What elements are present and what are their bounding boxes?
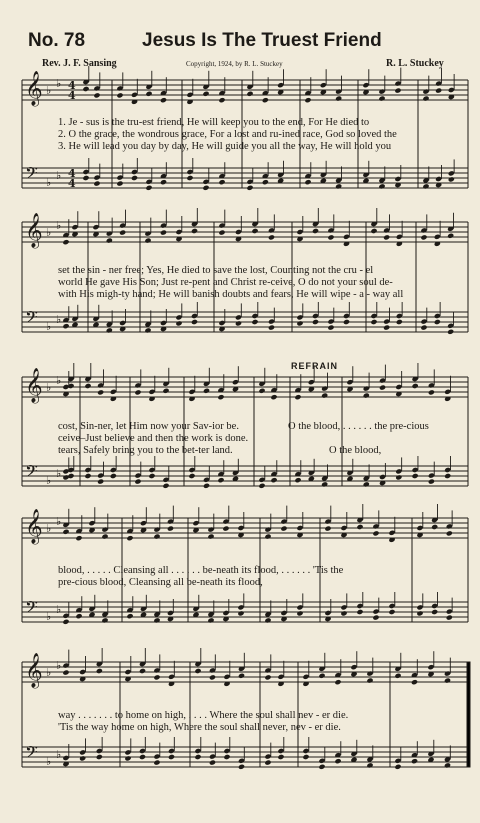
svg-text:♭: ♭ (56, 748, 62, 761)
svg-text:♭: ♭ (56, 659, 62, 672)
system3-verse1: cost, Sin-ner, let Him now your Sav-ior be. (58, 421, 239, 432)
svg-text:♭: ♭ (46, 755, 52, 768)
svg-text:♭: ♭ (46, 226, 52, 239)
svg-text:♭: ♭ (56, 374, 62, 387)
system4-lyric-bottom: pre-cious blood, Cleansing all be-neath its flood, (58, 577, 263, 588)
svg-text:♭: ♭ (46, 381, 52, 394)
svg-text:♭: ♭ (46, 610, 52, 623)
svg-text:𝄞: 𝄞 (25, 71, 43, 106)
svg-text:♭: ♭ (56, 467, 62, 480)
svg-text:4: 4 (68, 177, 76, 190)
hymn-number: No. 78 (28, 30, 86, 51)
svg-text:♭: ♭ (46, 84, 52, 97)
system4-lyric-top: blood, . . . . . Cleansing all . . . . . . be-neath its flood, . . . . . . 'Tis the (58, 565, 344, 576)
svg-text:𝄢: 𝄢 (25, 307, 38, 331)
music-credit: R. L. Stuckey (386, 58, 444, 69)
svg-text:4: 4 (68, 167, 76, 180)
svg-text:4: 4 (68, 79, 76, 92)
system3-verse3: tears, Safely bring you to the bet-ter land. (58, 445, 233, 456)
refrain-label: REFRAIN (291, 361, 338, 371)
svg-text:𝄢: 𝄢 (25, 461, 38, 485)
system3-verse2: ceive–Just believe and then the work is done. (58, 433, 249, 444)
copyright-notice: Copyright, 1924, by R. L. Stuckey (186, 60, 283, 68)
svg-text:4: 4 (68, 89, 76, 102)
system2-verse2: world He gave His Son; Just re-pent and Christ re-ceive, O do not your soul de- (58, 277, 393, 288)
svg-text:♭: ♭ (56, 169, 62, 182)
hymn-title: Jesus Is The Truest Friend (142, 30, 382, 51)
svg-text:♭: ♭ (46, 666, 52, 679)
svg-text:♭: ♭ (56, 219, 62, 232)
svg-text:𝄞: 𝄞 (25, 368, 43, 403)
system5-lyric-bottom: 'Tis the way home on high, Where the soul shall never, nev - er die. (58, 722, 341, 733)
system1-verse2: 2. O the grace, the wondrous grace, For a lost and ru-ined race, God so loved the (58, 129, 397, 140)
svg-text:♭: ♭ (56, 603, 62, 616)
refrain-lyric-bottom: O the blood, (329, 445, 382, 456)
svg-text:♭: ♭ (46, 522, 52, 535)
svg-text:♭: ♭ (46, 320, 52, 333)
svg-text:♭: ♭ (56, 77, 62, 90)
svg-text:𝄢: 𝄢 (25, 742, 38, 766)
clefs (25, 71, 76, 768)
system2-verse1: set the sin - ner free; Yes, He died to save the lost, Counting not the cru - el (58, 265, 374, 276)
refrain-lyric-top: O the blood, . . . . . . the pre-cious (288, 421, 429, 432)
svg-text:♭: ♭ (46, 176, 52, 189)
svg-text:𝄞: 𝄞 (25, 653, 43, 688)
system1-verse3: 3. He will lead you day by day, He will guide you all the way, He will hold you (58, 141, 392, 152)
notes (62, 66, 454, 770)
words-credit: Rev. J. F. Sansing (42, 58, 117, 69)
svg-text:𝄢: 𝄢 (25, 597, 38, 621)
system2-verse3: with His migh-ty hand; He will banish doubts and fears, He will wipe - a - way all (58, 289, 404, 300)
svg-text:♭: ♭ (56, 313, 62, 326)
svg-text:𝄞: 𝄞 (25, 509, 43, 544)
system1-verse1: 1. Je - sus is the tru-est friend, He will keep you to the end, For He died to (58, 117, 370, 128)
svg-text:♭: ♭ (56, 515, 62, 528)
system5-lyric-top: way . . . . . . . to home on high, . . . . Where the soul shall nev - er die. (58, 710, 349, 721)
svg-text:𝄢: 𝄢 (25, 163, 38, 187)
svg-text:♭: ♭ (46, 474, 52, 487)
svg-text:𝄞: 𝄞 (25, 213, 43, 248)
